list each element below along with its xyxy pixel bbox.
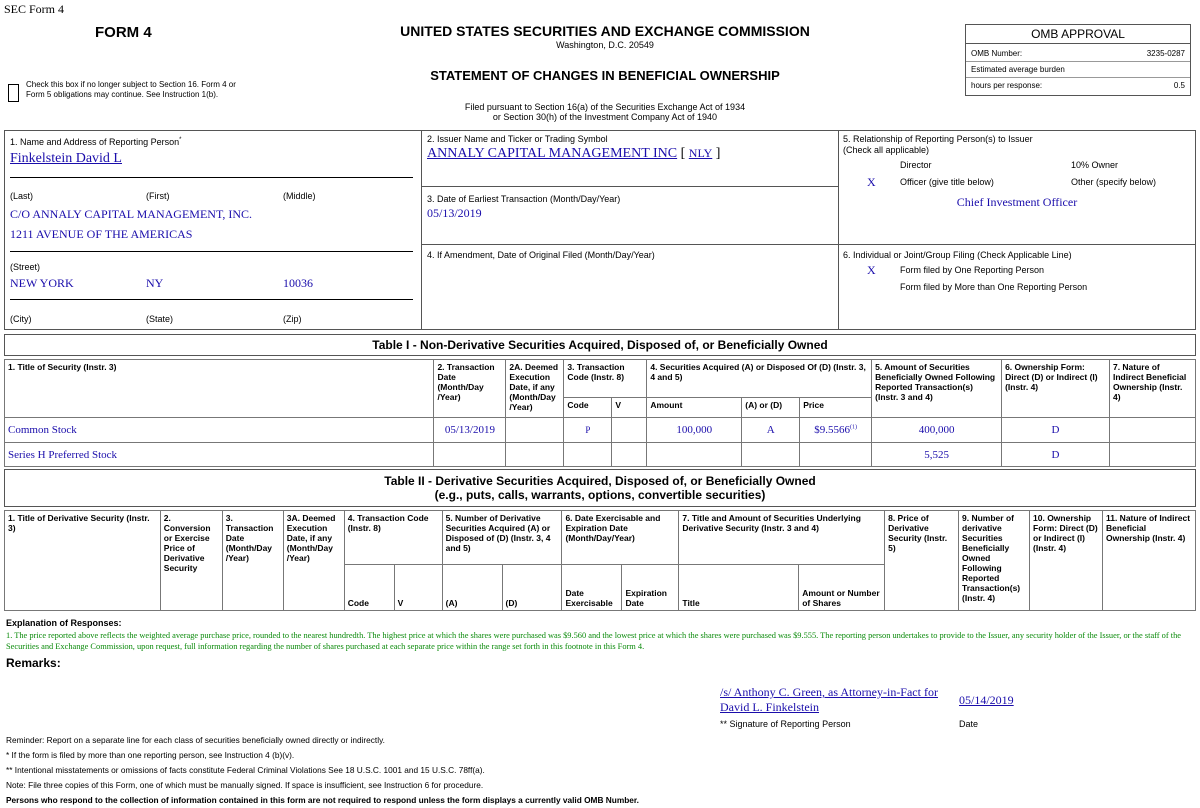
issuer-name[interactable]: ANNALY CAPITAL MANAGEMENT INC — [427, 146, 678, 161]
t2-col9-header: 9. Number of derivative Securities Beneficially Owned Following Reported Transaction(s) (Instr. 4) — [959, 511, 1030, 611]
box1-heading: 1. Name and Address of Reporting Person* — [10, 137, 182, 147]
t2-col8-header: 8. Price of Derivative Security (Instr. 5) — [885, 511, 959, 611]
omb-number-value: 3235-0287 — [1146, 49, 1185, 58]
middle-label: (Middle) — [283, 191, 316, 201]
signature-line-1[interactable]: /s/ Anthony C. Green, as Attorney-in-Fact for — [720, 685, 938, 699]
t1-r1-nature — [1109, 418, 1195, 443]
statement-title: STATEMENT OF CHANGES IN BENEFICIAL OWNERSHIP — [430, 68, 780, 83]
city-label: (City) — [10, 314, 32, 324]
table-row — [5, 443, 1196, 467]
state-value: NY — [146, 276, 164, 290]
box6-heading: 6. Individual or Joint/Group Filing (Check Applicable Line) — [843, 250, 1072, 260]
t1-r1-deemed — [506, 418, 564, 443]
t1-col3-header: 3. Transaction Code (Instr. 8) — [564, 360, 647, 398]
t1-r1-date: 05/13/2019 — [434, 418, 506, 443]
remarks-heading: Remarks: — [6, 656, 61, 670]
t2-col2-header: 2. Conversion or Exercise Price of Derivative Security — [160, 511, 222, 611]
t2-col10-header: 10. Ownership Form: Direct (D) or Indirect (I) (Instr. 4) — [1030, 511, 1103, 611]
table2-title-bar — [4, 469, 1196, 507]
address-line-1: C/O ANNALY CAPITAL MANAGEMENT, INC. — [10, 207, 253, 221]
t1-amount-header: Amount — [647, 398, 742, 418]
address-line-2: 1211 AVENUE OF THE AMERICAS — [10, 227, 193, 241]
note-multiple-persons: * If the form is filed by more than one reporting person, see Instruction 4 (b)(v). — [6, 750, 295, 760]
t1-r1-title: Common Stock — [5, 418, 434, 443]
omb-approval-box — [965, 24, 1191, 96]
t2-col7-header: 7. Title and Amount of Securities Underlying Derivative Security (Instr. 3 and 4) — [679, 511, 885, 565]
one-person-option: Form filed by One Reporting Person — [900, 265, 1045, 275]
agency-city: Washington, D.C. 20549 — [556, 40, 654, 50]
t2-col4-header: 4. Transaction Code (Instr. 8) — [344, 511, 442, 565]
box5-heading: 5. Relationship of Reporting Person(s) to Issuer — [843, 134, 1033, 144]
t1-col4-header: 4. Securities Acquired (A) or Disposed Of (D) (Instr. 3, 4 and 5) — [647, 360, 872, 398]
more-persons-option: Form filed by More than One Reporting Person — [900, 282, 1088, 292]
zip-label: (Zip) — [283, 314, 302, 324]
other-option: Other (specify below) — [1071, 177, 1157, 187]
t2-col11-header: 11. Nature of Indirect Beneficial Ownership (Instr. 4) — [1102, 511, 1195, 611]
city-value: NEW YORK — [10, 276, 74, 290]
section16-text: Check this box if no longer subject to Section 16. Form 4 or Form 5 obligations may continue. See Instruction 1(b). — [26, 80, 236, 99]
earliest-transaction-date: 05/13/2019 — [427, 206, 482, 220]
t1-col2a-header: 2A. Deemed Execution Date, if any (Month/Day /Year) — [506, 360, 564, 418]
t1-r2-title: Series H Preferred Stock — [5, 443, 434, 467]
t1-r2-nature — [1109, 443, 1195, 467]
t1-r2-form: D — [1002, 443, 1110, 467]
t1-r1-v — [612, 418, 647, 443]
table-row — [5, 418, 1196, 443]
last-label: (Last) — [10, 191, 34, 201]
t1-col2-header: 2. Transaction Date (Month/Day /Year) — [434, 360, 506, 418]
note-omb: Persons who respond to the collection of information contained in this form are not required to respond unless the form displays a currently valid OMB Number. — [6, 795, 639, 805]
t1-r2-deemed — [506, 443, 564, 467]
t2-col3a-header: 3A. Deemed Execution Date, if any (Month/Day /Year) — [283, 511, 344, 611]
table1-title: Table I - Non-Derivative Securities Acquired, Disposed of, or Beneficially Owned — [372, 338, 828, 352]
t1-col5-header: 5. Amount of Securities Beneficially Owned Following Reported Transaction(s) (Instr. 3 and 4) — [872, 360, 1002, 418]
director-option: Director — [900, 160, 932, 170]
t1-r1-owned: 400,000 — [872, 418, 1002, 443]
t1-r2-v — [612, 443, 647, 467]
omb-burden-label: Estimated average burden — [971, 65, 1065, 74]
t1-r1-code: P — [564, 418, 612, 443]
note-misstatements: ** Intentional misstatements or omissions of facts constitute Federal Criminal Violations See 18 U.S.C. 1001 and 15 U.S.C. 78ff(a). — [6, 765, 485, 775]
box3-heading: 3. Date of Earliest Transaction (Month/Day/Year) — [427, 194, 621, 204]
top-label: SEC Form 4 — [4, 2, 65, 16]
officer-title: Chief Investment Officer — [956, 195, 1078, 209]
t2-d-header: (D) — [502, 565, 562, 611]
filed-pursuant-2: or Section 30(h) of the Investment Company Act of 1940 — [492, 112, 718, 122]
table1 — [4, 359, 1196, 467]
t1-r1-aord: A — [742, 418, 800, 443]
t2-v-header: V — [394, 565, 442, 611]
omb-hours-value: 0.5 — [1173, 81, 1185, 90]
t2-title-header: Title — [679, 565, 799, 611]
t1-col1-header: 1. Title of Security (Instr. 3) — [5, 360, 434, 418]
box5-subheading: (Check all applicable) — [843, 145, 930, 155]
explanation-heading: Explanation of Responses: — [6, 618, 122, 628]
signature-label: ** Signature of Reporting Person — [720, 719, 851, 729]
note-copies: Note: File three copies of this Form, one of which must be manually signed. If space is insufficient, see Instruction 6 for procedure. — [6, 780, 484, 790]
filed-pursuant-1: Filed pursuant to Section 16(a) of the Securities Exchange Act of 1934 — [464, 102, 746, 112]
footnote-1: 1. The price reported above reflects the weighted average purchase price, rounded to the nearest hundredth. The highest price at which the shares were purchased was $9.560 and the lowest price at which the shares were purchased was $9.555. The reporting person undertakes to provide to the Issuer, any security holder of the Issuer, or the staff of the Securities and Exchange Commission, upon request, full information regarding the number of shares purchased at each separate price within the range set forth in this footnote in this Form 4. — [6, 631, 1181, 651]
state-label: (State) — [146, 314, 174, 324]
t1-r2-price — [800, 443, 872, 467]
reporting-person-name[interactable]: Finkelstein David L — [10, 151, 122, 166]
t1-r1-price-footnote[interactable]: (1) — [850, 424, 858, 431]
one-person-mark: X — [867, 263, 876, 277]
table2 — [4, 510, 1196, 611]
first-label: (First) — [146, 191, 170, 201]
t1-r2-amount — [647, 443, 742, 467]
issuer-line: ANNALY CAPITAL MANAGEMENT INC [ NLY ] — [427, 146, 721, 161]
t1-r2-date — [434, 443, 506, 467]
t1-r2-owned: 5,525 — [872, 443, 1002, 467]
t1-r2-aord — [742, 443, 800, 467]
t1-r2-code — [564, 443, 612, 467]
ten-pct-owner-option: 10% Owner — [1071, 160, 1119, 170]
t2-expiration-header: Expiration Date — [622, 565, 679, 611]
t1-col7-header: 7. Nature of Indirect Beneficial Ownership (Instr. 4) — [1109, 360, 1195, 418]
table1-title-bar — [4, 334, 1196, 356]
t1-v-header: V — [612, 398, 647, 418]
omb-number-label: OMB Number: — [971, 49, 1023, 58]
t2-a-header: (A) — [442, 565, 502, 611]
section16-checkbox[interactable] — [8, 84, 19, 102]
t1-price-header: Price — [800, 398, 872, 418]
t1-r1-price: $9.5566$^{(1)}$ — [800, 418, 872, 443]
form-title: FORM 4 — [95, 24, 152, 41]
table2-title: Table II - Derivative Securities Acquired, Disposed of, or Beneficially Owned — [384, 474, 816, 488]
t2-col3-header: 3. Transaction Date (Month/Day /Year) — [222, 511, 283, 611]
t2-code-header: Code — [344, 565, 394, 611]
t2-col5-header: 5. Number of Derivative Securities Acquired (A) or Disposed of (D) (Instr. 3, 4 and 5) — [442, 511, 562, 565]
street-label: (Street) — [10, 262, 41, 272]
t2-col1-header: 1. Title of Derivative Security (Instr. 3) — [5, 511, 161, 611]
t1-r1-form: D — [1002, 418, 1110, 443]
date-label: Date — [959, 719, 979, 729]
t2-col6-header: 6. Date Exercisable and Expiration Date (Month/Day/Year) — [562, 511, 679, 565]
note-reminder: Reminder: Report on a separate line for each class of securities beneficially owned directly or indirectly. — [6, 735, 385, 745]
t2-amount-header: Amount or Number of Shares — [799, 565, 885, 611]
box2-heading: 2. Issuer Name and Ticker or Trading Symbol — [427, 134, 608, 144]
officer-option: Officer (give title below) — [900, 177, 994, 187]
t2-exercisable-header: Date Exercisable — [562, 565, 622, 611]
officer-mark: X — [867, 175, 876, 189]
signature-line-2[interactable]: David L. Finkelstein — [720, 700, 819, 714]
omb-title: OMB APPROVAL — [966, 25, 1190, 44]
t1-code-header: Code — [564, 398, 612, 418]
issuer-ticker[interactable]: NLY — [688, 146, 713, 160]
t1-r1-amount: 100,000 — [647, 418, 742, 443]
t1-col6-header: 6. Ownership Form: Direct (D) or Indirect (I) (Instr. 4) — [1002, 360, 1110, 418]
t1-aord-header: (A) or (D) — [742, 398, 800, 418]
box4-heading: 4. If Amendment, Date of Original Filed (Month/Day/Year) — [427, 250, 655, 260]
signature-date[interactable]: 05/14/2019 — [959, 693, 1014, 707]
zip-value: 10036 — [283, 276, 313, 290]
table2-subtitle: (e.g., puts, calls, warrants, options, convertible securities) — [434, 488, 766, 502]
agency-name: UNITED STATES SECURITIES AND EXCHANGE COMMISSION — [400, 23, 810, 39]
omb-hours-label: hours per response: — [971, 81, 1043, 90]
